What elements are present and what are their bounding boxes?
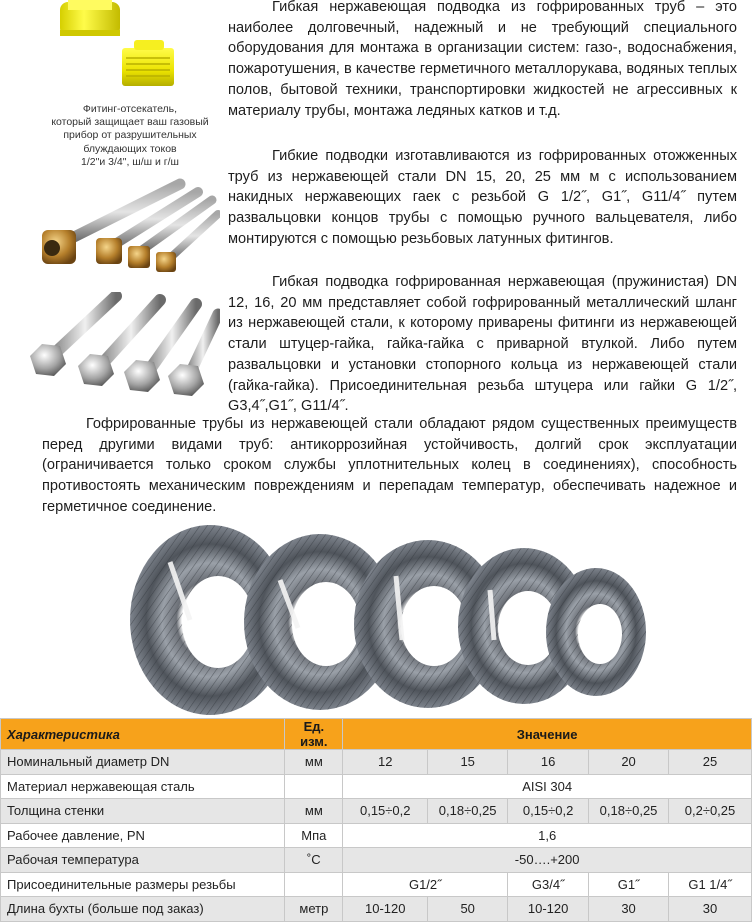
- row-value: 0,15÷0,2: [343, 799, 428, 824]
- row-name: Рабочая температура: [1, 848, 285, 873]
- row-value: 1,6: [343, 823, 752, 848]
- pipe-coils-drawing: [130, 510, 650, 720]
- header-unit: Ед. изм.: [285, 719, 343, 750]
- paragraph-text: Гибкие подводки изготавливаются из гофрированных отожженных труб из нержавеющей стали DN 15, 20, 25 мм м с использованием накидных нержавеющих гаек с резьбой G 1/2˝, G1˝, G11/4˝ путем развальцовки концов трубы с помощью ручного вальцевателя, либо монтируются с помощью резьбовых латунных фитингов.: [228, 148, 737, 247]
- steel-hose-image: [20, 292, 220, 402]
- row-value: 12: [343, 750, 428, 775]
- paragraph-manufacturing: [228, 146, 737, 250]
- table-row: [1, 799, 752, 824]
- paragraph-text: Гибкая нержавеющая подводка из гофрированных труб – это наиболее долговечный, надежный и не требующий специального оборудования для монтажа в организации систем: газо-, водоснабжения, пожаротушения, в качестве герметичного металлорукава, водяных теплых полов, бытовой техники, транспортировки жидкостей не агрессивных к материалу трубы, монтажа ледяных катков и т.д.: [228, 0, 737, 119]
- header-characteristic: Характеристика: [1, 719, 285, 750]
- row-value: G1 1/4˝: [669, 872, 752, 897]
- row-value: AISI 304: [343, 774, 752, 799]
- row-value: 10-120: [508, 897, 589, 922]
- paragraph-advantages: [42, 414, 737, 518]
- paragraph-spring-hose: [228, 272, 737, 417]
- row-name: Материал нержавеющая сталь: [1, 774, 285, 799]
- table-row: [1, 872, 752, 897]
- row-value: 0,15÷0,2: [508, 799, 589, 824]
- row-value: 20: [589, 750, 669, 775]
- row-value: 10-120: [343, 897, 428, 922]
- caption-line: прибор от разрушительных: [63, 129, 197, 142]
- row-unit: ˚С: [285, 848, 343, 873]
- spec-table: [0, 718, 752, 922]
- table-row: [1, 823, 752, 848]
- row-value: 15: [428, 750, 508, 775]
- yellow-fitting-drawing: [50, 0, 180, 100]
- row-unit: Мпа: [285, 823, 343, 848]
- row-unit: мм: [285, 750, 343, 775]
- table-row: [1, 897, 752, 922]
- caption-line: 1/2"и 3/4", ш/ш и г/ш: [81, 155, 179, 168]
- row-name: Толщина стенки: [1, 799, 285, 824]
- row-value: 0,2÷0,25: [669, 799, 752, 824]
- row-value: G1/2˝: [343, 872, 508, 897]
- row-unit: мм: [285, 799, 343, 824]
- row-name: Длина бухты (больше под заказ): [1, 897, 285, 922]
- table-row: [1, 750, 752, 775]
- header-value: Значение: [343, 719, 752, 750]
- row-value: 30: [669, 897, 752, 922]
- row-value: -50….+200: [343, 848, 752, 873]
- row-unit: [285, 774, 343, 799]
- paragraph-text: Гибкая подводка гофрированная нержавеющая (пружинистая) DN 12, 16, 20 мм представляет собой гофрированный металлический шланг из нержавеющей стали, к которому приварены фитинги из нержавеющей стали штуцер-гайка, гайка-гайка с приварной втулкой. Либо путем развальцовки и установки стопорного кольца из нержавеющей стали (гайка-гайка). Присоединительная резьба штуцера или гайки G 1/2˝, G3,4˝,G1˝, G11/4˝.: [228, 274, 737, 415]
- brass-hose-image: [30, 178, 220, 278]
- paragraph-text: Гофрированные трубы из нержавеющей стали обладают рядом существенных преимуществ перед другими видами труб: антикоррозийная устойчивость, долгий срок эксплуатации (ограничивается только сроком службы уплотнительных колец в соединениях), способность противостоять механическим повреждениям и перепадам температур, обеспечивать надежное и герметичное соединение.: [42, 416, 737, 515]
- row-name: Номинальный диаметр DN: [1, 750, 285, 775]
- table-row: [1, 774, 752, 799]
- yellow-fitting-image: [50, 0, 180, 100]
- row-value: G1˝: [589, 872, 669, 897]
- row-name: Присоединительные размеры резьбы: [1, 872, 285, 897]
- table-row: [1, 848, 752, 873]
- row-value: 30: [589, 897, 669, 922]
- caption-line: Фитинг-отсекатель,: [82, 103, 178, 115]
- caption-line: который защищает ваш газовый: [51, 116, 209, 129]
- row-value: 0,18÷0,25: [589, 799, 669, 824]
- row-value: 16: [508, 750, 589, 775]
- brass-hose-drawing: [30, 178, 220, 278]
- row-value: 0,18÷0,25: [428, 799, 508, 824]
- paragraph-intro: [228, 0, 737, 121]
- row-value: 25: [669, 750, 752, 775]
- steel-hose-drawing: [20, 292, 220, 402]
- pipe-coils-image: [130, 510, 650, 720]
- row-name: Рабочее давление, PN: [1, 823, 285, 848]
- fitting-caption: [40, 103, 220, 169]
- row-value: 50: [428, 897, 508, 922]
- table-header-row: [1, 719, 752, 750]
- row-value: G3/4˝: [508, 872, 589, 897]
- row-unit: [285, 872, 343, 897]
- row-unit: метр: [285, 897, 343, 922]
- caption-line: блуждающих токов: [83, 142, 177, 155]
